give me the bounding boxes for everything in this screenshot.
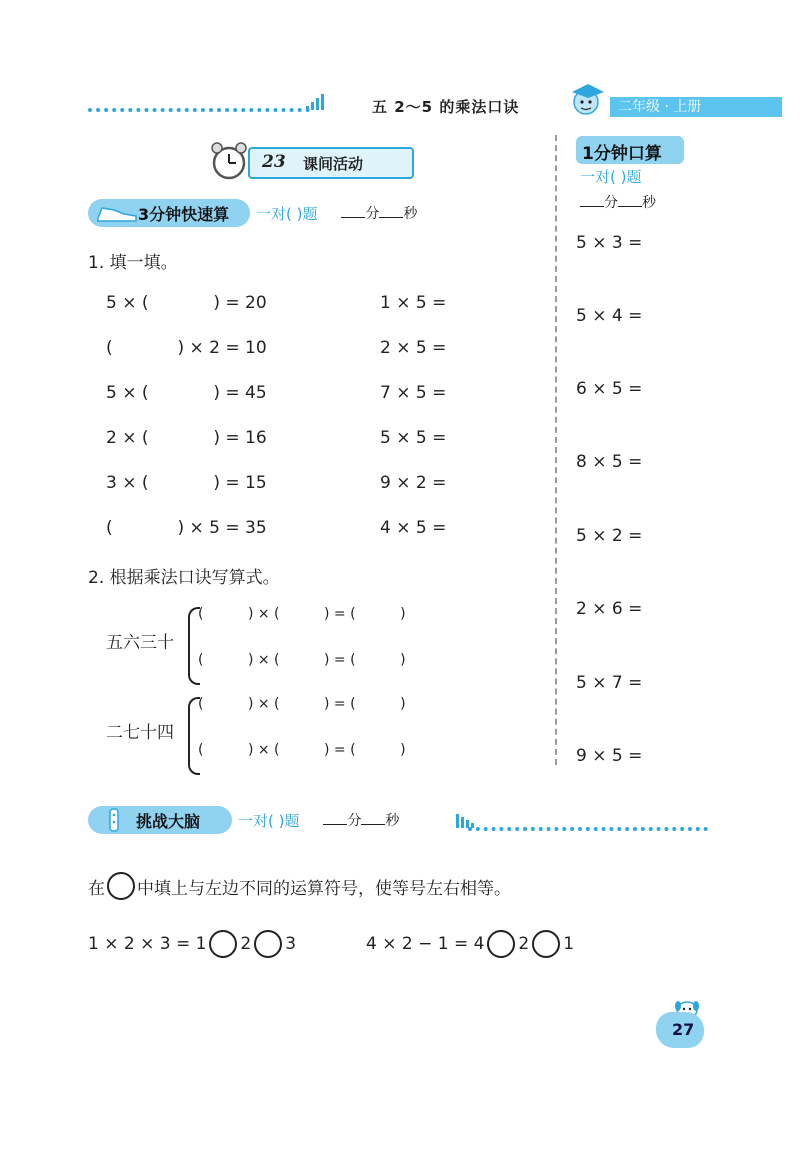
question-2-title: 2. 根据乘法口诀写算式。 xyxy=(88,568,280,588)
header-dotted-line xyxy=(88,108,310,112)
challenge-equation-2 xyxy=(366,930,574,958)
second-label: 秒 xyxy=(642,195,656,211)
equation-number: 2 xyxy=(518,934,530,954)
equation-left: 4 × 2 − 1 = 4 xyxy=(366,934,485,954)
oral-correct-count: 一对( )题 xyxy=(580,168,642,186)
second-label: 秒 xyxy=(385,813,400,829)
oral-item[interactable]: 5 × 3 = xyxy=(576,233,643,253)
page-number: 27 xyxy=(672,1020,695,1039)
speed-section-label: 3分钟快速算 xyxy=(138,204,230,224)
oral-section-label: 1分钟口算 xyxy=(582,144,662,164)
instruction-text-start: 在 xyxy=(88,878,105,899)
grade-tab: 二年级 · 上册 xyxy=(610,97,782,117)
minute-blank[interactable] xyxy=(323,812,347,825)
challenge-equation-1 xyxy=(88,930,296,958)
oral-item[interactable]: 8 × 5 = xyxy=(576,452,643,472)
challenge-section-label: 挑战大脑 xyxy=(136,811,201,831)
challenge-bars-icon xyxy=(456,814,474,828)
minute-label: 分 xyxy=(365,206,380,222)
q1-left-item[interactable]: 3 × ( ) = 15 xyxy=(106,473,267,493)
q1-right-item[interactable]: 4 × 5 = xyxy=(380,518,447,538)
oral-item[interactable]: 9 × 5 = xyxy=(576,746,643,766)
operator-circle[interactable] xyxy=(487,930,515,958)
q1-right-item[interactable]: 9 × 2 = xyxy=(380,473,447,493)
circle-blank-icon xyxy=(107,872,135,900)
minute-label: 分 xyxy=(604,195,618,211)
equation-number: 3 xyxy=(285,934,297,954)
oral-item[interactable]: 2 × 6 = xyxy=(576,599,643,619)
alarm-clock-icon xyxy=(208,140,250,186)
lesson-number: 23 xyxy=(262,152,286,172)
q2-row[interactable]: ( ) × ( ) = ( ) xyxy=(198,696,406,712)
speed-correct-count: 一对( )题 xyxy=(256,204,318,223)
q1-left-item[interactable]: ( ) × 5 = 35 xyxy=(106,518,267,538)
q2-row[interactable]: ( ) × ( ) = ( ) xyxy=(198,742,406,758)
equation-number: 1 xyxy=(563,934,575,954)
challenge-correct-count: 一对( )题 xyxy=(238,811,300,830)
q1-right-item[interactable]: 2 × 5 = xyxy=(380,338,447,358)
header-bars-icon xyxy=(306,94,324,110)
q1-left-item[interactable]: 2 × ( ) = 16 xyxy=(106,428,267,448)
minute-label: 分 xyxy=(347,813,362,829)
minute-blank[interactable] xyxy=(341,205,365,218)
oral-item[interactable]: 5 × 7 = xyxy=(576,673,643,693)
minute-blank[interactable] xyxy=(580,194,604,207)
q2-row[interactable]: ( ) × ( ) = ( ) xyxy=(198,652,406,668)
column-divider xyxy=(555,135,557,765)
mascot-icon xyxy=(568,80,610,124)
equation-left: 1 × 2 × 3 = 1 xyxy=(88,934,207,954)
second-blank[interactable] xyxy=(361,812,385,825)
challenge-instruction xyxy=(88,872,511,900)
oral-item[interactable]: 6 × 5 = xyxy=(576,379,643,399)
challenge-section-pill xyxy=(88,806,232,834)
multiplication-phrase: 二七十四 xyxy=(106,723,174,743)
unit-title: 五 2～5 的乘法口诀 xyxy=(372,98,520,116)
speed-section-header xyxy=(88,199,417,227)
question-1-title: 1. 填一填。 xyxy=(88,253,178,273)
giraffe-icon xyxy=(100,807,130,833)
operator-circle[interactable] xyxy=(209,930,237,958)
multiplication-phrase: 五六三十 xyxy=(106,633,174,653)
speed-time xyxy=(341,203,417,223)
second-blank[interactable] xyxy=(618,194,642,207)
challenge-section-header xyxy=(88,806,399,834)
q1-left-item[interactable]: 5 × ( ) = 45 xyxy=(106,383,267,403)
operator-circle[interactable] xyxy=(532,930,560,958)
second-blank[interactable] xyxy=(379,205,403,218)
challenge-time xyxy=(323,810,399,830)
oral-item[interactable]: 5 × 4 = xyxy=(576,306,643,326)
oral-item[interactable]: 5 × 2 = xyxy=(576,526,643,546)
q1-left-item[interactable]: ( ) × 2 = 10 xyxy=(106,338,267,358)
second-label: 秒 xyxy=(403,206,418,222)
instruction-text-end: 中填上与左边不同的运算符号，使等号左右相等。 xyxy=(137,878,511,899)
challenge-dotted-line xyxy=(468,827,708,831)
speed-section-pill xyxy=(88,199,250,227)
sneaker-icon xyxy=(96,202,138,224)
equation-number: 2 xyxy=(240,934,252,954)
q2-row[interactable]: ( ) × ( ) = ( ) xyxy=(198,606,406,622)
operator-circle[interactable] xyxy=(254,930,282,958)
q1-right-item[interactable]: 1 × 5 = xyxy=(380,293,447,313)
lesson-name: 课间活动 xyxy=(303,155,364,173)
q1-right-item[interactable]: 7 × 5 = xyxy=(380,383,447,403)
q1-left-item[interactable]: 5 × ( ) = 20 xyxy=(106,293,267,313)
q1-right-item[interactable]: 5 × 5 = xyxy=(380,428,447,448)
oral-time xyxy=(580,192,656,212)
